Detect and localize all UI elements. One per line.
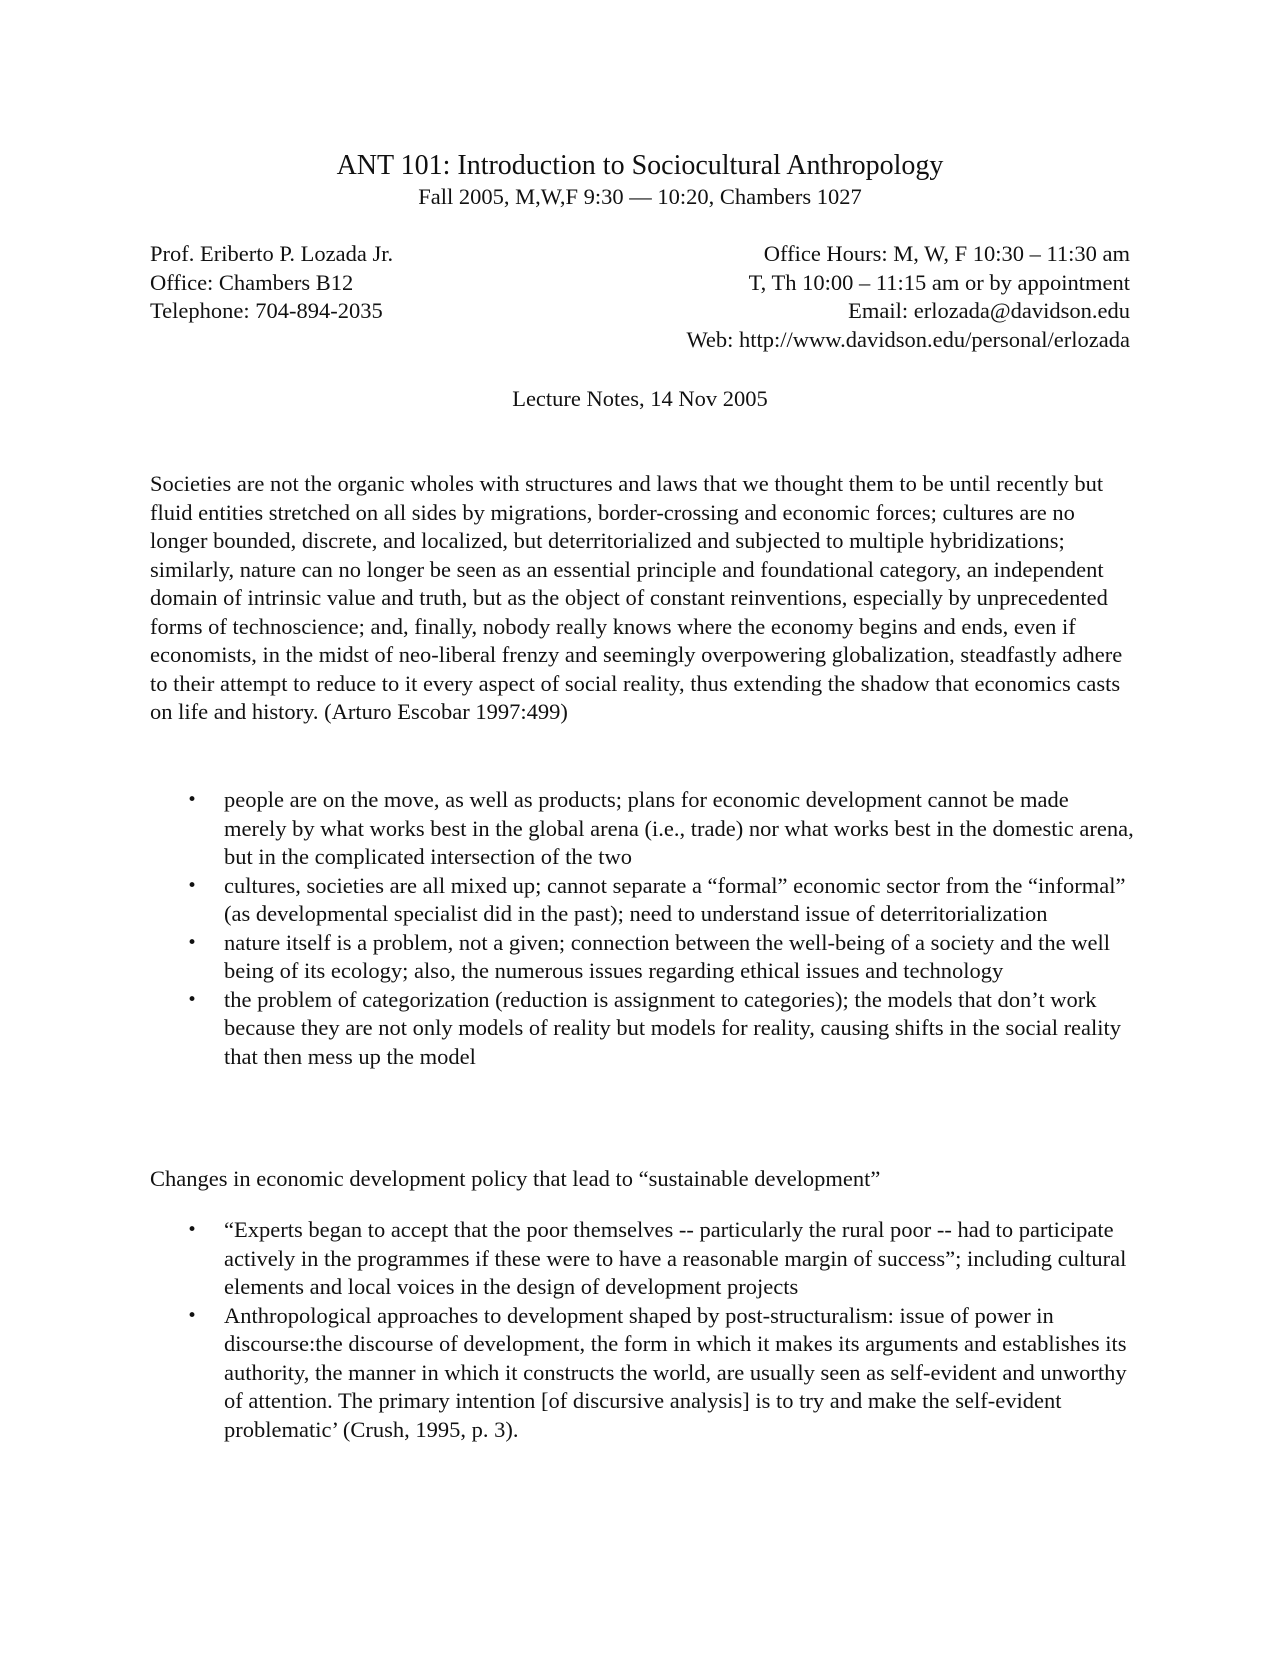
list-item (150, 786, 1135, 872)
bullet-icon: • (187, 1305, 198, 1326)
contact-email: Email: erlozada@davidson.edu (848, 298, 1130, 323)
course-schedule: Fall 2005, M,W,F 9:30 — 10:20, Chambers 1027 (418, 184, 862, 209)
list-item (150, 1302, 1135, 1445)
list-item-text: nature itself is a problem, not a given; connection between the well-being of a society and the well being of its ecology; also, the numerous issues regarding ethical issues and technology (224, 929, 1110, 983)
list-item (150, 929, 1135, 986)
course-title: ANT 101: Introduction to Sociocultural Anthropology (336, 150, 944, 181)
instructor-office: Office: Chambers B12 (150, 269, 354, 295)
contact-info (600, 240, 1130, 354)
bullet-icon: • (187, 989, 198, 1010)
section-heading-sustainable-development: Changes in economic development policy that lead to “sustainable development” (150, 1166, 881, 1191)
list-item-text: “Experts began to accept that the poor themselves -- particularly the rural poor -- had to participate actively in the programmes if these were to have a reasonable margin of success”; including cultural elements and local voices in the design of development projects (224, 1217, 1127, 1299)
escobar-quote: Societies are not the organic wholes with structures and laws that we thought them to be until recently but fluid entities stretched on all sides by migrations, border-crossing and economic forces; cultures are no longer bounded, discrete, and localized, but deterritorialized and subjected to multiple hybridizations; similarly, nature can no longer be seen as an essential principle and foundational category, an independent domain of intrinsic value and truth, but as the object of constant reinventions, especially by unprecedented forms of technoscience; and, finally, nobody really knows where the economy begins and ends, even if economists, in the midst of neo-liberal frenzy and seemingly overpowering globalization, steadfastly adhere to their attempt to reduce to it every aspect of social reality, thus extending the shadow that economics casts on life and history. (Arturo Escobar 1997:499) (150, 471, 1123, 724)
bullet-icon: • (187, 1220, 198, 1240)
bullet-list-1 (150, 786, 1135, 1071)
instructor-telephone: Telephone: 704-894-2035 (150, 298, 383, 323)
list-item-text: people are on the move, as well as products; plans for economic development cannot be made merely by what works best in the global arena (i.e., trade) nor what works best in the domestic arena, but in the complicated intersection of the two (224, 787, 1134, 869)
list-item (150, 872, 1135, 929)
list-item-text: the problem of categorization (reduction is assignment to categories); the models that don’t work because they are not only models of reality but models for reality, causing shifts in the social reality that then mess up the model (224, 986, 1122, 1069)
list-item (150, 1216, 1135, 1302)
list-item-text: Anthropological approaches to development shaped by post-structuralism: issue of power in discourse:the discourse of development, the form in which it makes its arguments and establishes its authority, the manner in which it constructs the world, are usually seen as self-evident and unworthy of attention. The primary intention [of discursive analysis] is to try and make the self-evident problematic’ (Crush, 1995, p. 3). (224, 1302, 1127, 1442)
office-hours-line-1: Office Hours: M, W, F 10:30 – 11:30 am (763, 241, 1130, 266)
office-hours-line-2: T, Th 10:00 – 11:15 am or by appointment (748, 269, 1130, 295)
lecture-date: Lecture Notes, 14 Nov 2005 (512, 386, 768, 411)
bullet-icon: • (187, 790, 198, 810)
bullet-icon: • (187, 875, 198, 896)
instructor-name: Prof. Eriberto P. Lozada Jr. (150, 241, 394, 266)
list-item (150, 986, 1135, 1072)
contact-web: Web: http://www.davidson.edu/personal/erlozada (686, 326, 1130, 352)
bullet-icon: • (187, 932, 198, 953)
list-item-text: cultures, societies are all mixed up; cannot separate a “formal” economic sector from the “informal” (as developmental specialist did in the past); need to understand issue of deterritorialization (224, 872, 1126, 926)
bullet-list-2 (150, 1216, 1135, 1444)
